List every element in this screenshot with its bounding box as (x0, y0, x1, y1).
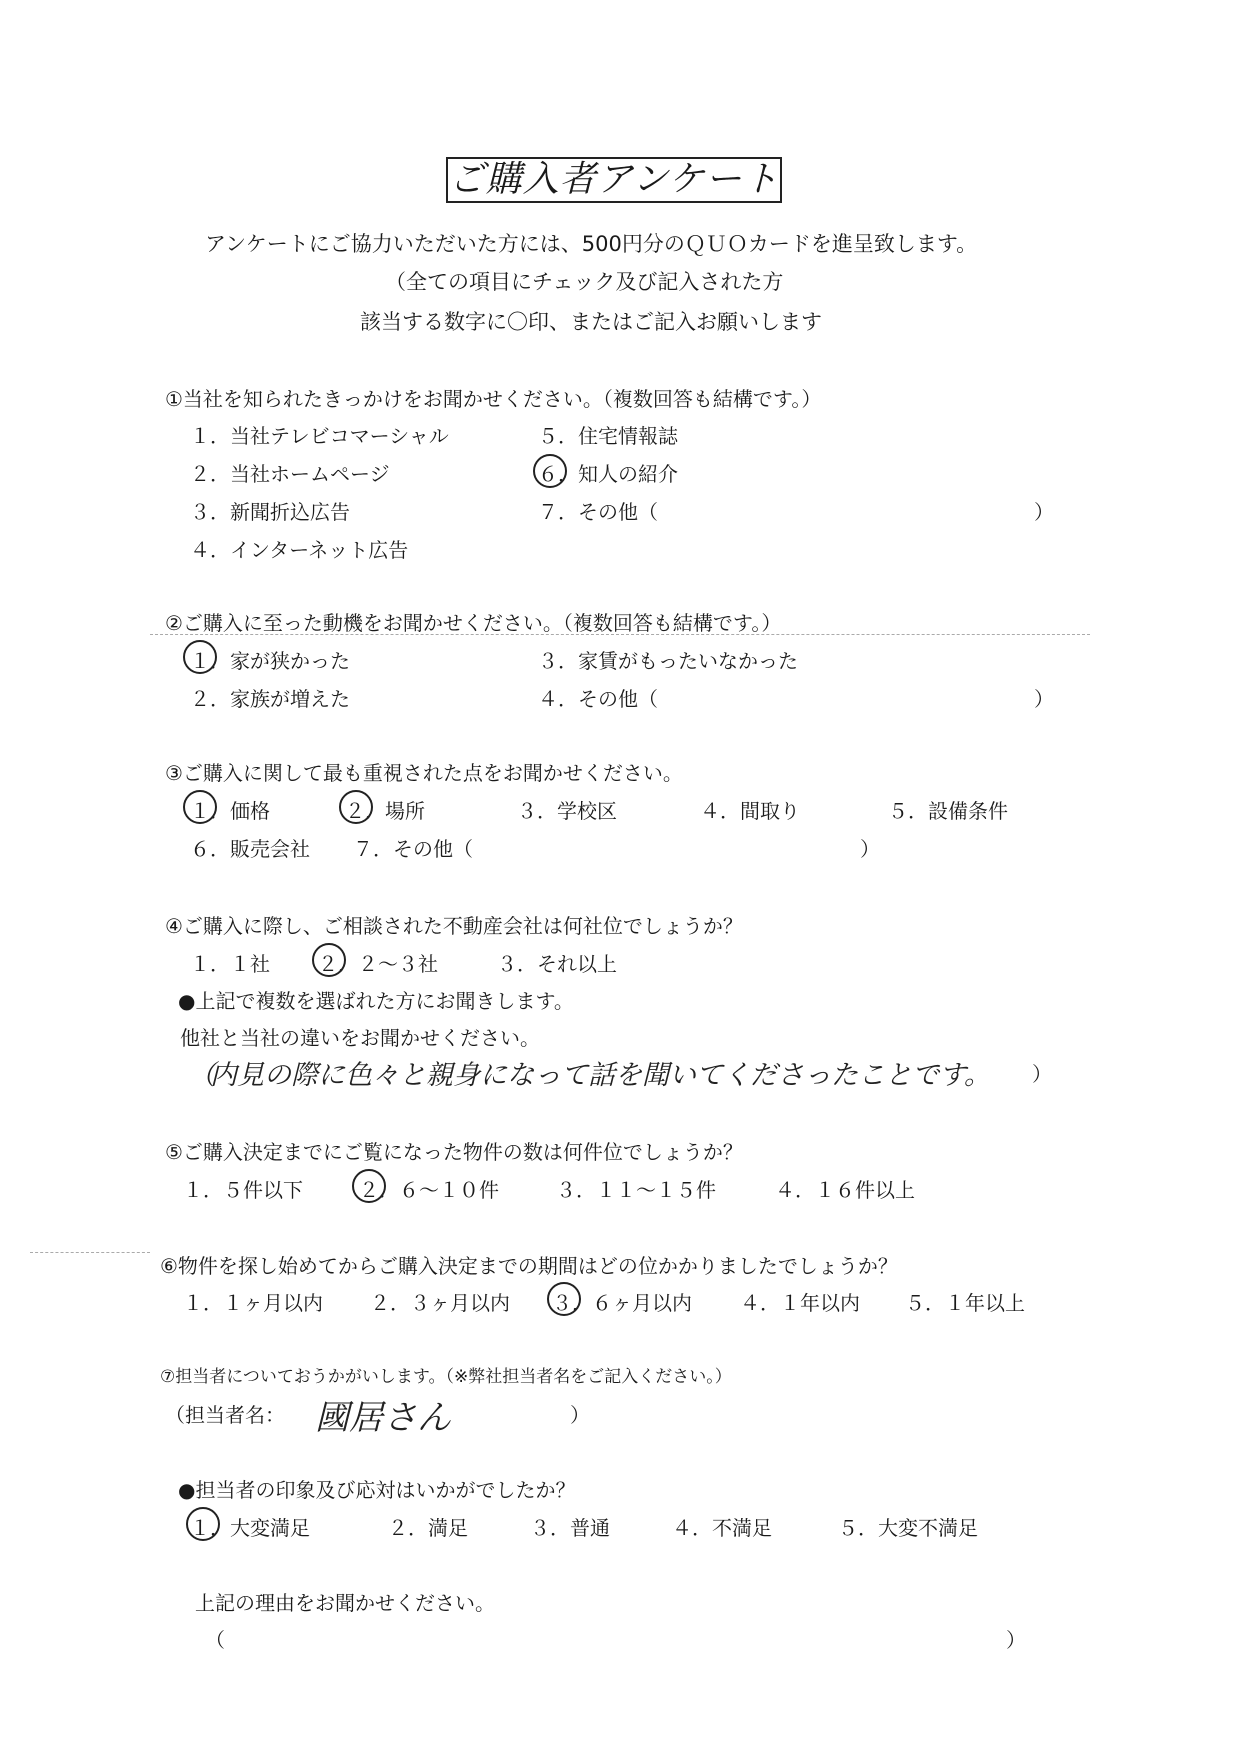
q1-option-3[interactable]: ３．新聞折込広告 (190, 500, 350, 524)
q4-followup-1: ●上記で複数を選ばれた方にお聞きします。 (178, 989, 574, 1013)
q4-option-2[interactable]: ２．２～３社 (318, 952, 438, 976)
q7-reason-close-paren: ） (1006, 1628, 1026, 1652)
scan-line (30, 1252, 150, 1253)
q2-selected-circle (183, 640, 217, 674)
q3-selected-circle-1 (183, 790, 217, 824)
intro-line-1: アンケートにご協力いただいた方には、500円分のＱＵＯカードを進呈致します。 (205, 232, 978, 256)
q6-option-4[interactable]: ４．１年以内 (740, 1291, 860, 1315)
q2-option-4[interactable]: ４．その他（ (538, 687, 658, 711)
q3-option-6[interactable]: ６．販売会社 (190, 837, 310, 861)
q6-option-5[interactable]: ５．１年以上 (905, 1291, 1025, 1315)
q3-question: ③ご購入に関して最も重視された点をお聞かせください。 (165, 761, 683, 785)
q2-close-paren: ） (1034, 687, 1054, 711)
q4-handwritten-answer[interactable]: 内見の際に色々と親身になって話を聞いてくださったことです。 (210, 1060, 991, 1091)
q5-option-3[interactable]: ３．１１～１５件 (556, 1178, 716, 1202)
q7-impression-option-1[interactable]: １．大変満足 (190, 1516, 310, 1540)
q3-selected-circle-2 (339, 790, 373, 824)
q6-selected-circle (547, 1282, 581, 1316)
q3-option-1[interactable]: １．価格 (190, 799, 270, 823)
q6-option-3[interactable]: ３．６ヶ月以内 (552, 1291, 692, 1315)
q7-impression-question: ●担当者の印象及び応対はいかがでしたか？ (178, 1478, 576, 1502)
q7-impression-option-2[interactable]: ２．満足 (388, 1516, 468, 1540)
q5-selected-circle (352, 1169, 386, 1203)
q7-impression-option-5[interactable]: ５．大変不満足 (838, 1516, 978, 1540)
q3-option-7[interactable]: ７．その他（ (353, 837, 473, 861)
q6-question: ⑥物件を探し始めてからご購入決定までの期間はどの位かかりましたでしょうか？ (160, 1254, 898, 1278)
q1-close-paren: ） (1034, 500, 1054, 524)
q5-question: ⑤ご購入決定までにご覧になった物件の数は何件位でしょうか？ (165, 1140, 743, 1164)
q4-option-1[interactable]: １．１社 (190, 952, 270, 976)
q1-question: ①当社を知られたきっかけをお聞かせください。（複数回答も結構です。） (165, 387, 822, 411)
q1-selected-circle (533, 454, 567, 488)
q3-option-3[interactable]: ３．学校区 (517, 799, 617, 823)
q7-staff-close-paren: ） (570, 1403, 590, 1427)
q6-option-2[interactable]: ２．３ヶ月以内 (370, 1291, 510, 1315)
q2-question: ②ご購入に至った動機をお聞かせください。（複数回答も結構です。） (165, 611, 782, 635)
q1-option-7[interactable]: ７．その他（ (538, 500, 658, 524)
q1-option-6[interactable]: ６．知人の紹介 (538, 462, 678, 486)
q7-question: ⑦担当者についておうかがいします。（※弊社担当者名をご記入ください。） (160, 1367, 732, 1387)
q3-option-5[interactable]: ５．設備条件 (888, 799, 1008, 823)
q1-option-5[interactable]: ５．住宅情報誌 (538, 424, 678, 448)
q7-selected-circle (186, 1507, 220, 1541)
q3-option-4[interactable]: ４．間取り (700, 799, 800, 823)
q7-staff-label: （担当者名： (165, 1403, 285, 1427)
q6-option-1[interactable]: １．１ヶ月以内 (183, 1291, 323, 1315)
q5-option-1[interactable]: １．５件以下 (183, 1178, 303, 1202)
q5-option-4[interactable]: ４．１６件以上 (775, 1178, 915, 1202)
intro-line-2: （全ての項目にチェック及び記入された方 (385, 270, 784, 294)
q4-selected-circle (312, 943, 346, 977)
q1-option-1[interactable]: １．当社テレビコマーシャル (190, 424, 449, 448)
q4-question: ④ご購入に際し、ご相談された不動産会社は何社位でしょうか？ (165, 914, 743, 938)
q2-option-3[interactable]: ３．家賃がもったいなかった (538, 649, 798, 673)
q7-staff-name-handwritten[interactable]: 國居さん (315, 1398, 451, 1438)
q4-option-3[interactable]: ３．それ以上 (497, 952, 617, 976)
intro-line-3: 該当する数字に〇印、またはご記入お願いします (360, 310, 822, 334)
q4-answer-open-paren: （ (188, 1060, 215, 1091)
survey-title: ご購入者アンケート (446, 157, 782, 203)
q3-close-paren: ） (860, 837, 880, 861)
q1-option-2[interactable]: ２．当社ホームページ (190, 462, 390, 486)
q4-followup-2: 他社と当社の違いをお聞かせください。 (180, 1026, 540, 1050)
q3-option-2[interactable]: ２．場所 (345, 799, 425, 823)
q4-answer-close-paren: ） (1032, 1062, 1052, 1086)
q7-reason-label: 上記の理由をお聞かせください。 (195, 1591, 495, 1615)
q2-option-1[interactable]: １．家が狭かった (190, 649, 350, 673)
q1-option-4[interactable]: ４．インターネット広告 (190, 538, 409, 562)
q5-option-2[interactable]: ２．６～１０件 (359, 1178, 499, 1202)
q7-impression-option-4[interactable]: ４．不満足 (672, 1516, 772, 1540)
q2-option-2[interactable]: ２．家族が増えた (190, 687, 350, 711)
scan-line (150, 634, 1090, 635)
q7-reason-open-paren: （ (205, 1628, 225, 1652)
q7-impression-option-3[interactable]: ３．普通 (530, 1516, 610, 1540)
